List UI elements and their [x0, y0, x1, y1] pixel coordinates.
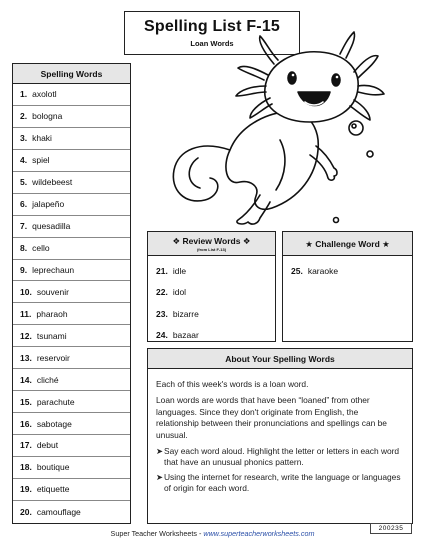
item-number: 24.: [156, 330, 168, 341]
review-words-header-area: [148, 232, 275, 256]
spelling-words-box: [12, 63, 131, 524]
about-bullet-text: Say each word aloud. Highlight the letter or letters in each word that have an unusual phonics pattern.: [164, 446, 400, 468]
item-number: 16.: [20, 418, 32, 429]
spelling-words-header: Spelling Words: [13, 64, 130, 84]
list-item: [13, 457, 130, 479]
item-word: cello: [32, 243, 50, 254]
item-word: cliché: [36, 374, 59, 385]
item-number: 23.: [156, 308, 168, 319]
list-item: [13, 194, 130, 216]
list-item: [13, 84, 130, 106]
item-number: 22.: [156, 287, 168, 298]
item-number: 13.: [20, 352, 32, 363]
item-number: 15.: [20, 396, 32, 407]
list-item: [13, 435, 130, 457]
list-item: [13, 281, 130, 303]
item-word: karaoke: [307, 265, 339, 276]
item-word: bologna: [32, 111, 63, 122]
spelling-words-list: [13, 84, 130, 523]
about-body: [148, 369, 412, 495]
item-number: 10.: [20, 286, 32, 297]
worksheet-code: 200235: [370, 523, 412, 534]
item-word: camouflage: [36, 506, 81, 517]
item-number: 2.: [20, 111, 28, 122]
list-item: [13, 347, 130, 369]
item-word: etiquette: [36, 484, 70, 495]
item-word: bizarre: [172, 308, 199, 319]
arrow-bullet-icon: ➤: [156, 446, 164, 457]
item-word: souvenir: [36, 286, 69, 297]
list-item: [13, 391, 130, 413]
challenge-word-box: [282, 231, 413, 342]
item-number: 12.: [20, 330, 32, 341]
item-number: 8.: [20, 243, 28, 254]
item-word: parachute: [36, 396, 75, 407]
item-number: 17.: [20, 440, 32, 451]
item-number: 19.: [20, 484, 32, 495]
list-item: [13, 150, 130, 172]
item-word: quesadilla: [32, 221, 71, 232]
about-bullet: [156, 446, 403, 469]
item-number: 20.: [20, 506, 32, 517]
challenge-word-header-area: [283, 232, 412, 256]
list-item: [156, 303, 275, 325]
item-number: 9.: [20, 264, 28, 275]
challenge-word-list: [283, 256, 412, 282]
about-paragraph: Loan words are words that have been “loaned” from other languages. Since they don't originate from English, the relationship between their pronunciations and spellings can be unusual.: [156, 395, 387, 440]
item-word: khaki: [32, 133, 52, 144]
item-word: leprechaun: [32, 264, 75, 275]
item-word: idol: [172, 287, 187, 298]
list-item: [13, 501, 130, 523]
list-item: [13, 128, 130, 150]
item-word: sabotage: [36, 418, 72, 429]
item-word: pharaoh: [36, 308, 68, 319]
list-item: [13, 303, 130, 325]
item-number: 7.: [20, 221, 28, 232]
list-item: [13, 369, 130, 391]
list-item: [156, 260, 275, 282]
item-number: 5.: [20, 177, 28, 188]
item-word: axolotl: [32, 89, 57, 100]
about-header: About Your Spelling Words: [148, 349, 412, 369]
list-item: [13, 216, 130, 238]
item-number: 21.: [156, 265, 168, 276]
list-item: [156, 282, 275, 304]
item-word: tsunami: [36, 330, 67, 341]
item-number: 18.: [20, 462, 32, 473]
item-word: boutique: [36, 462, 70, 473]
item-word: wildebeest: [32, 177, 73, 188]
list-item: [156, 325, 275, 347]
item-number: 6.: [20, 199, 28, 210]
item-word: spiel: [32, 155, 50, 166]
item-number: 11.: [20, 308, 32, 319]
about-paragraph: Each of this week's words is a loan word.: [156, 379, 309, 389]
item-number: 25.: [291, 265, 303, 276]
footer-link[interactable]: www.superteacherworksheets.com: [203, 529, 315, 538]
review-words-list: [148, 256, 275, 346]
about-bullet: [156, 472, 403, 495]
list-item: [291, 260, 412, 282]
footer: [0, 529, 425, 538]
challenge-word-header: ★ Challenge Word ★: [305, 239, 390, 249]
item-word: bazaar: [172, 330, 199, 341]
list-item: [13, 172, 130, 194]
list-item: [13, 325, 130, 347]
item-number: 3.: [20, 133, 28, 144]
item-word: reservoir: [36, 352, 70, 363]
page-subtitle: Loan Words: [190, 39, 234, 48]
list-item: [13, 260, 130, 282]
list-item: [13, 479, 130, 501]
arrow-bullet-icon: ➤: [156, 471, 164, 482]
item-number: 14.: [20, 374, 32, 385]
footer-text: Super Teacher Worksheets -: [110, 529, 204, 538]
review-words-subheader: (from List F-13): [196, 247, 227, 252]
list-item: [13, 238, 130, 260]
list-item: [13, 106, 130, 128]
about-box: [147, 348, 413, 524]
item-number: 4.: [20, 155, 28, 166]
list-item: [13, 413, 130, 435]
about-bullet-text: Using the internet for research, write the language or languages of origin for each word.: [164, 471, 401, 494]
review-words-box: [147, 231, 276, 342]
item-word: idle: [172, 265, 187, 276]
item-word: jalapeño: [32, 199, 65, 210]
review-words-header: ❖ Review Words ❖: [172, 236, 251, 246]
page-title: Spelling List F-15: [143, 18, 281, 35]
item-number: 1.: [20, 89, 28, 100]
item-word: debut: [36, 440, 59, 451]
axolotl-illustration: [160, 30, 390, 230]
